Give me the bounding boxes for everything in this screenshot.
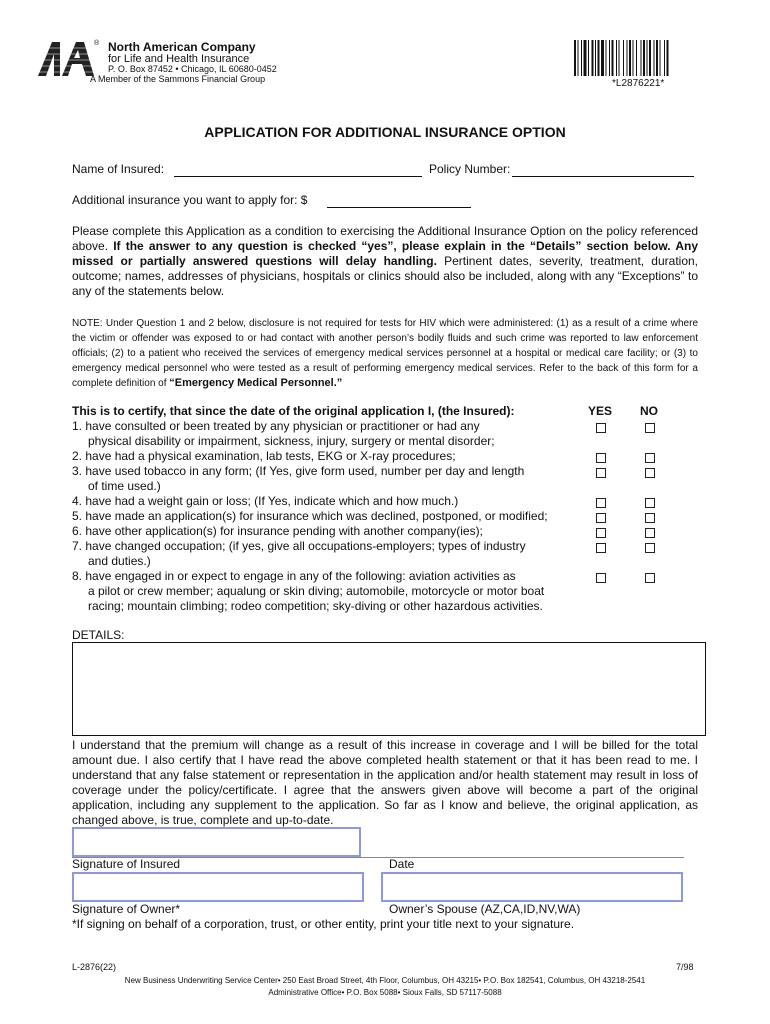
q1-no-checkbox[interactable] bbox=[645, 423, 655, 433]
additional-insurance-label: Additional insurance you want to apply for: $ bbox=[72, 193, 308, 207]
acknowledgement-paragraph: I understand that the premium will change as a result of this increase in coverage and I will be billed for the total amount due. I also certify that I have read the above completed health statement or that it has been read to me. I understand that any false statement or representation in the application and/or health statement may result in loss of coverage under the policy/certificate. I agree that the answers given above will become a part of the original application, including any supplement to the application. So far as I know and believe, the original application, as changed above, is true, complete and up-to-date. bbox=[72, 738, 698, 827]
q7-no-checkbox[interactable] bbox=[645, 543, 655, 553]
insured-signature-field[interactable] bbox=[72, 827, 361, 857]
question-6: 6. have other application(s) for insurance pending with another company(ies); bbox=[72, 524, 483, 538]
name-of-insured-field[interactable] bbox=[174, 163, 422, 177]
details-box[interactable] bbox=[72, 642, 706, 736]
footer-address-1: New Business Underwriting Service Center• 250 East Broad Street, 4th Floor, Columbus, OH 43215• P.O. Box 182541, Columbus, OH 43218-2541 bbox=[124, 976, 646, 985]
owner-signature-label: Signature of Owner* bbox=[72, 902, 181, 916]
spouse-signature-field[interactable] bbox=[381, 872, 683, 902]
company-name: North American Company bbox=[108, 40, 256, 54]
policy-number-label: Policy Number: bbox=[429, 162, 511, 176]
q3-yes-checkbox[interactable] bbox=[596, 468, 606, 478]
intro-paragraph: Please complete this Application as a condition to exercising the Additional Insurance Option on the policy referenced above. If the answer to any question is checked “yes”, please explain in the “Details” section below. Any missed or partially answered questions will delay handling. Pertinent dates, severity, treatment, duration, outcome; names, addresses of physicians, hospitals or clinics should also be included, along with any “Exceptions” to any of the statements below. bbox=[72, 224, 699, 298]
company-member: A Member of the Sammons Financial Group bbox=[90, 74, 266, 84]
q4-yes-checkbox[interactable] bbox=[596, 498, 606, 508]
company-address: P. O. Box 87452 • Chicago, IL 60680-0452 bbox=[108, 64, 277, 74]
question-3: 3. have used tobacco in any form; (If Yes, give form used, number per day and length of time used.) bbox=[72, 464, 525, 493]
q5-yes-checkbox[interactable] bbox=[596, 513, 606, 523]
page-title: APPLICATION FOR ADDITIONAL INSURANCE OPTION bbox=[204, 124, 566, 140]
policy-number-field[interactable] bbox=[512, 163, 694, 177]
q2-no-checkbox[interactable] bbox=[645, 453, 655, 463]
company-logo bbox=[38, 40, 94, 76]
certify-heading: This is to certify, that since the date of the original application I, (the Insured): bbox=[72, 404, 515, 418]
signature-footnote: *If signing on behalf of a corporation, trust, or other entity, print your title next to your signature. bbox=[72, 917, 575, 931]
insured-signature-label: Signature of Insured bbox=[72, 857, 181, 871]
footer-address-2: Administrative Office• P.O. Box 5088• Sioux Falls, SD 57117-5088 bbox=[268, 988, 502, 997]
q6-no-checkbox[interactable] bbox=[645, 528, 655, 538]
details-label: DETAILS: bbox=[72, 628, 125, 642]
barcode bbox=[574, 40, 702, 76]
q3-no-checkbox[interactable] bbox=[645, 468, 655, 478]
registered-mark: ® bbox=[94, 40, 100, 47]
date-label: Date bbox=[389, 857, 415, 871]
barcode-number: *L2876221* bbox=[612, 78, 665, 89]
q1-yes-checkbox[interactable] bbox=[596, 423, 606, 433]
question-1: 1. have consulted or been treated by any physician or practitioner or had any physical disability or impairment, sickness, injury, surgery or mental disorder; bbox=[72, 419, 495, 448]
q5-no-checkbox[interactable] bbox=[645, 513, 655, 523]
q7-yes-checkbox[interactable] bbox=[596, 543, 606, 553]
question-7: 7. have changed occupation; (if yes, give all occupations-employers; types of industry and duties.) bbox=[72, 539, 526, 568]
question-2: 2. have had a physical examination, lab tests, EKG or X-ray procedures; bbox=[72, 449, 456, 463]
q2-yes-checkbox[interactable] bbox=[596, 453, 606, 463]
no-column-header: NO bbox=[640, 404, 658, 418]
question-8: 8. have engaged in or expect to engage in any of the following: aviation activities as a pilot or crew member; aqualung or skin diving; automobile, motorcycle or motor boat racing; mountain climbing; rodeo competition; sky-diving or other hazardous activities. bbox=[72, 569, 545, 613]
q8-yes-checkbox[interactable] bbox=[596, 573, 606, 583]
name-of-insured-label: Name of Insured: bbox=[72, 162, 165, 176]
additional-insurance-field[interactable] bbox=[327, 194, 471, 208]
owner-signature-field[interactable] bbox=[72, 872, 364, 902]
q8-no-checkbox[interactable] bbox=[645, 573, 655, 583]
q4-no-checkbox[interactable] bbox=[645, 498, 655, 508]
q6-yes-checkbox[interactable] bbox=[596, 528, 606, 538]
company-subtitle: for Life and Health Insurance bbox=[108, 53, 250, 65]
spouse-signature-label: Owner’s Spouse (AZ,CA,ID,NV,WA) bbox=[389, 902, 581, 916]
form-number: L-2876(22) bbox=[72, 962, 117, 972]
question-5: 5. have made an application(s) for insurance which was declined, postponed, or modified; bbox=[72, 509, 548, 523]
yes-column-header: YES bbox=[588, 404, 613, 418]
question-4: 4. have had a weight gain or loss; (If Yes, indicate which and how much.) bbox=[72, 494, 459, 508]
hiv-note: NOTE: Under Question 1 and 2 below, disclosure is not required for tests for HIV which were administered: (1) as a result of a crime where the victim or offender was exposed to or had contact with another person’s bodily fluids and such crime was reported to law enforcement officials; (2) to a patient who received the services of emergency medical services personnel at a hospital or medical care facility; or (3) to emergency medical personnel who were tested as a result of performing emergency medical services. Refer to the back of this form for a complete definition of “Emergency Medical Personnel.” bbox=[72, 318, 698, 389]
form-date: 7/98 bbox=[676, 962, 694, 972]
